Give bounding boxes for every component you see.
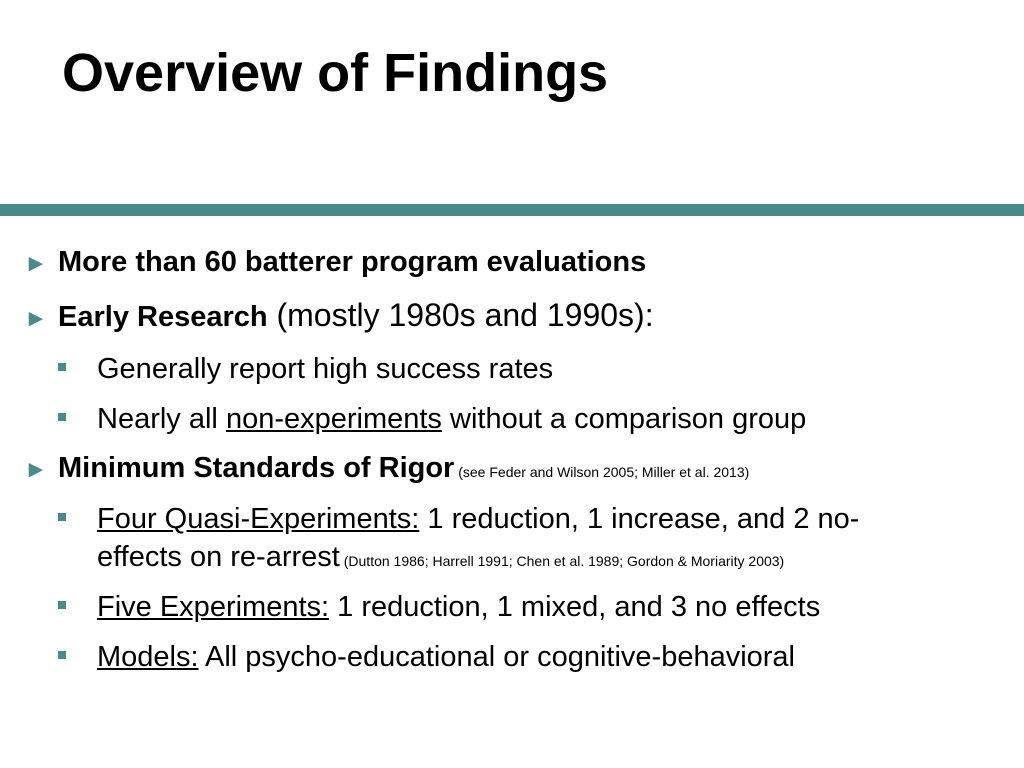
bullet-early-research: ► Early Research (mostly 1980s and 1990s): (24, 297, 654, 333)
arrow-bullet-icon: ► (24, 250, 48, 277)
square-bullet-icon (58, 413, 66, 421)
sub-bullet-non-experiments: Nearly all non-experiments without a comparison group (58, 400, 806, 438)
slide-title: Overview of Findings (62, 43, 609, 103)
square-bullet-icon (58, 651, 66, 659)
square-bullet-icon (58, 513, 66, 521)
sub-bullet-quasi-experiments: Four Quasi-Experiments: 1 reduction, 1 increase, and 2 no- effects on re-arrest (Dutton 1986; Harrell 1991; Chen et al. 1989; Gordon & Moriarity 2003) (58, 500, 859, 580)
sub-bullet-success-rates: Generally report high success rates (58, 350, 553, 388)
sub-bullet-experiments: Five Experiments: 1 reduction, 1 mixed, and 3 no effects (58, 588, 820, 626)
arrow-bullet-icon: ► (24, 305, 48, 332)
title-divider (0, 204, 1024, 216)
arrow-bullet-icon: ► (24, 456, 48, 483)
square-bullet-icon (58, 363, 66, 371)
sub-bullet-models: Models: All psycho-educational or cognitive-behavioral (58, 638, 795, 676)
square-bullet-icon (58, 601, 66, 609)
bullet-programs: ► More than 60 batterer program evaluations (24, 246, 647, 278)
bullet-minimum-standards: ► Minimum Standards of Rigor (see Feder and Wilson 2005; Miller et al. 2013) (24, 452, 750, 484)
